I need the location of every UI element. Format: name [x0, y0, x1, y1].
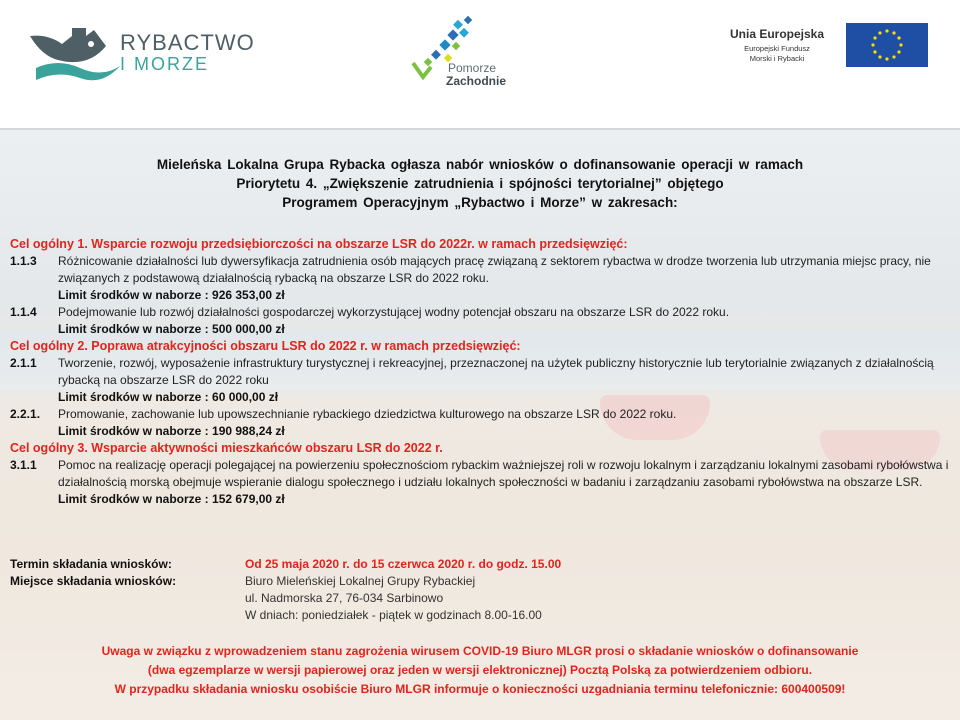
logo-text-zachodnie: Zachodnie [446, 74, 507, 88]
item-number: 1.1.4 [10, 305, 37, 319]
logo-text-i-morze: I MORZE [120, 54, 209, 74]
heading-line: Priorytetu 4. „Zwiększenie zatrudnienia i spójności terytorialnej” objętego [236, 176, 724, 191]
item-description: Podejmowanie lub rozwój działalności gospodarczej wykorzystującej wodny potencjał obszaru na obszarze LSR do 2022 roku. [58, 305, 730, 319]
notice-line: Uwaga w związku z wprowadzeniem stanu zagrożenia wirusem COVID-19 Biuro MLGR prosi o składanie wniosków o dofinansowanie [101, 644, 859, 658]
place-label: Miejsce składania wniosków: [10, 574, 177, 588]
item-description: Pomoc na realizację operacji polegającej na powierzeniu społecznościom rybackim ważniejszej roli w rozwoju lokalnym i zarządzaniu lokalnymi zasobami rybołówstwa i działalnością morską obejmuje wspieranie dialogu społecznego i udziału lokalnych społeczności w badaniu i zarządzaniu zasobami rybołówstwa na obszarze LSR. [58, 458, 949, 489]
item-description: Promowanie, zachowanie lub upowszechnianie rybackiego dziedzictwa kulturowego na obszarze LSR do 2022 roku. [58, 407, 677, 421]
announcement-heading [40, 155, 920, 212]
goal-title: Cel ogólny 3. Wsparcie aktywności mieszkańców obszaru LSR do 2022 r. [10, 441, 443, 455]
item-number: 2.2.1. [10, 407, 41, 421]
funding-limit: Limit środków w naborze : 60 000,00 zł [58, 390, 279, 404]
item-number: 2.1.1 [10, 356, 37, 370]
item-number: 1.1.3 [10, 254, 37, 268]
place-line: Biuro Mieleńskiej Lokalnej Grupy Rybackiej [245, 574, 476, 588]
logo-text-rybactwo: RYBACTWO [120, 30, 255, 55]
list-item [10, 406, 950, 423]
goal-title: Cel ogólny 2. Poprawa atrakcyjności obszaru LSR do 2022 r. w ramach przedsięwzięć: [10, 339, 521, 353]
submission-details [10, 556, 950, 624]
eu-flag-icon [846, 23, 928, 67]
eu-title: Unia Europejska [729, 27, 825, 41]
list-item [10, 253, 950, 287]
deadline-label: Termin składania wniosków: [10, 557, 172, 571]
logo-header [0, 0, 960, 128]
header-divider [0, 128, 960, 130]
list-item [10, 355, 950, 389]
funding-limit: Limit środków w naborze : 500 000,00 zł [58, 322, 285, 336]
funding-limit: Limit środków w naborze : 190 988,24 zł [58, 424, 285, 438]
eu-subtitle: Europejski Fundusz [744, 44, 810, 53]
funding-limit: Limit środków w naborze : 152 679,00 zł [58, 492, 285, 506]
list-item [10, 304, 950, 321]
goals-list [10, 236, 950, 508]
heading-line: Programem Operacyjnym „Rybactwo i Morze” w zakresach: [282, 195, 678, 210]
eu-subtitle: Morski i Rybacki [749, 54, 805, 63]
heading-line: Mieleńska Lokalna Grupa Rybacka ogłasza nabór wniosków o dofinansowanie operacji w ramach [156, 157, 804, 172]
deadline-value: Od 25 maja 2020 r. do 15 czerwca 2020 r. do godz. 15.00 [245, 557, 562, 571]
funding-limit: Limit środków w naborze : 926 353,00 zł [58, 288, 285, 302]
notice-line: W przypadku składania wniosku osobiście Biuro MLGR informuje o konieczności uzgadniania terminu telefonicznie: 600400509! [114, 682, 846, 696]
logo-text-pomorze: Pomorze [448, 61, 497, 75]
list-item [10, 457, 950, 491]
goal-title: Cel ogólny 1. Wsparcie rozwoju przedsiębiorczości na obszarze LSR do 2022r. w ramach przedsięwzięć: [10, 237, 628, 251]
item-number: 3.1.1 [10, 458, 37, 472]
place-line: W dniach: poniedziałek - piątek w godzinach 8.00-16.00 [245, 608, 542, 622]
covid-notice [10, 642, 950, 699]
place-line: ul. Nadmorska 27, 76-034 Sarbinowo [245, 591, 444, 605]
item-description: Tworzenie, rozwój, wyposażenie infrastruktury turystycznej i rekreacyjnej, przeznaczonej na użytek publiczny historycznie lub terytorialnie związanych z działalnością rybacką na obszarze LSR do 2022 roku [58, 356, 934, 387]
notice-line: (dwa egzemplarze w wersji papierowej oraz jeden w wersji elektronicznej) Pocztą Polską za potwierdzeniem odbioru. [147, 663, 813, 677]
item-description: Różnicowanie działalności lub dywersyfikacja zatrudnienia osób mających pracę związaną z sektorem rybactwa w drodze tworzenia lub utrzymania miejsc pracy, nie związanych z podstawową działalnością rybacką na obszarze LSR do 2022 roku. [58, 254, 931, 285]
